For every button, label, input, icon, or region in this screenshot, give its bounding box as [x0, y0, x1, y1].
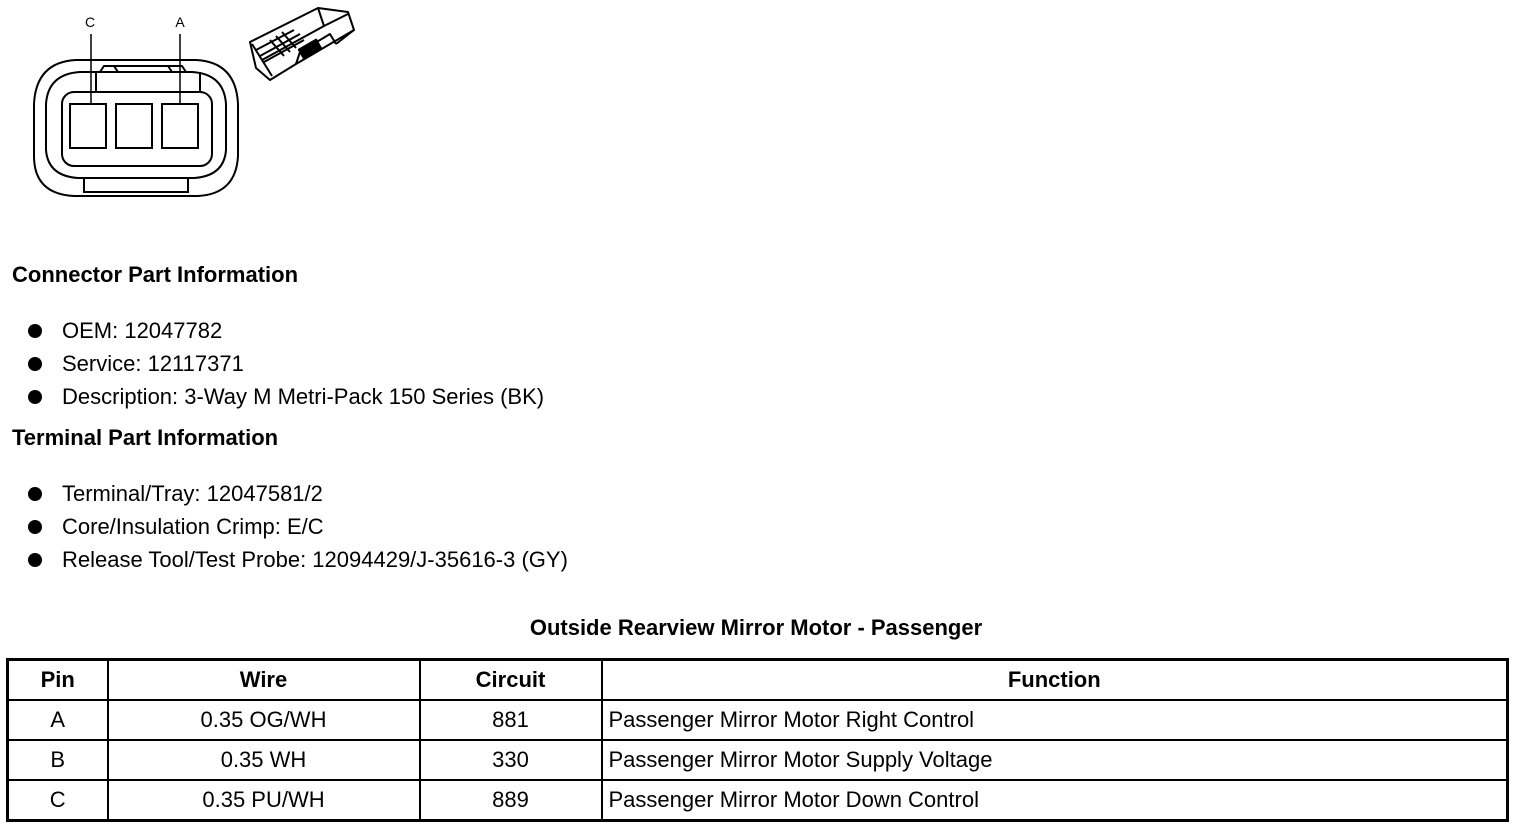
column-header-pin: Pin: [8, 660, 108, 701]
connector-part-info-list: [28, 314, 544, 413]
bullet-icon: [28, 520, 42, 534]
service-part-number: Service: 12117371: [62, 350, 244, 376]
cell-circuit: 889: [420, 780, 602, 821]
cell-circuit: 881: [420, 700, 602, 740]
list-item: [28, 543, 568, 576]
oem-part-number: OEM: 12047782: [62, 317, 223, 343]
table-row: [8, 700, 1508, 740]
pin-table: [6, 658, 1509, 822]
cell-function: Passenger Mirror Motor Supply Voltage: [602, 740, 1508, 780]
cell-function: Passenger Mirror Motor Right Control: [602, 700, 1508, 740]
release-tool-test-probe: Release Tool/Test Probe: 12094429/J-35616-3 (GY): [62, 546, 568, 572]
connector-description: Description: 3-Way M Metri-Pack 150 Series (BK): [62, 383, 545, 409]
connector-key: [84, 178, 188, 192]
connector-isometric-icon: [250, 8, 354, 80]
bullet-icon: [28, 487, 42, 501]
pin-label-c: C: [84, 14, 96, 30]
connector-diagram: [0, 0, 380, 215]
bullet-icon: [28, 390, 42, 404]
connector-part-info-heading: Connector Part Information: [12, 262, 299, 287]
cell-pin: B: [8, 740, 108, 780]
cell-pin: A: [8, 700, 108, 740]
table-row: [8, 780, 1508, 821]
cell-wire: 0.35 PU/WH: [108, 780, 420, 821]
list-item: [28, 347, 544, 380]
terminal-part-info-list: [28, 477, 568, 576]
column-header-wire: Wire: [108, 660, 420, 701]
core-insulation-crimp: Core/Insulation Crimp: E/C: [62, 513, 324, 539]
table-header-row: [8, 660, 1508, 701]
cavity-b: [116, 104, 152, 148]
terminal-tray: Terminal/Tray: 12047581/2: [62, 480, 323, 506]
cavity-c: [70, 104, 106, 148]
pin-label-a: A: [175, 14, 185, 30]
cell-wire: 0.35 WH: [108, 740, 420, 780]
list-item: [28, 380, 544, 413]
bullet-icon: [28, 357, 42, 371]
column-header-circuit: Circuit: [420, 660, 602, 701]
cell-circuit: 330: [420, 740, 602, 780]
cavity-a: [162, 104, 198, 148]
table-row: [8, 740, 1508, 780]
list-item: [28, 510, 568, 543]
cell-pin: C: [8, 780, 108, 821]
list-item: [28, 314, 544, 347]
bullet-icon: [28, 553, 42, 567]
cell-function: Passenger Mirror Motor Down Control: [602, 780, 1508, 821]
terminal-part-info-heading: Terminal Part Information: [12, 425, 279, 450]
column-header-function: Function: [602, 660, 1508, 701]
bullet-icon: [28, 324, 42, 338]
list-item: [28, 477, 568, 510]
table-title: Outside Rearview Mirror Motor - Passenger: [529, 615, 983, 640]
cell-wire: 0.35 OG/WH: [108, 700, 420, 740]
